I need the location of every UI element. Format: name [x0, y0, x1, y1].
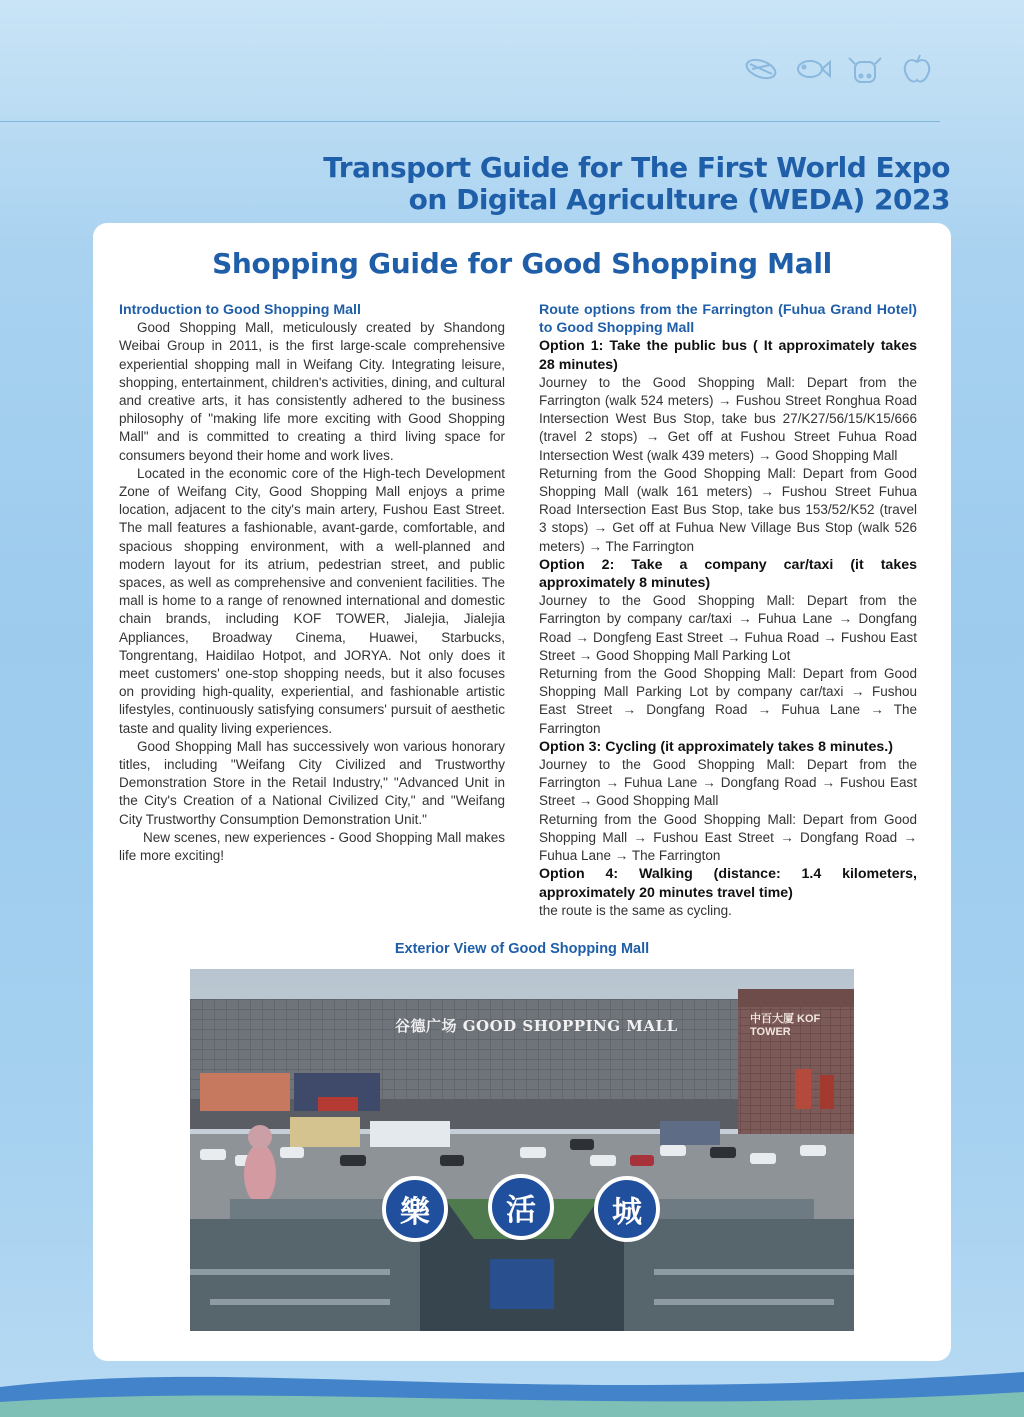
header-divider [0, 121, 940, 122]
intro-heading: Introduction to Good Shopping Mall [119, 302, 361, 318]
intro-paragraph: New scenes, new experiences - Good Shopping Mall makes life more exciting! [119, 829, 505, 864]
route-line: Returning from the Good Shopping Mall: Depart from Good Shopping Mall (walk 161 meters) → Fushou Street Fuhua Road Intersection East Bus Stop, take bus 153/52/K52 (travel 3 stops) → Get off at Fuhua New Village Bus Stop (walk 526 meters) → The Farrington [539, 465, 917, 554]
fish-icon [794, 52, 832, 86]
routes-heading: Route options from the Farrington (Fuhua Grand Hotel) to Good Shopping Mall [539, 302, 917, 337]
route-line: Journey to the Good Shopping Mall: Depart from the Farrington by company car/taxi → Fuhua Lane → Dongfang Road → Dongfeng East Street → Fuhua Road → Fushou East Street → Good Shopping Mall Parking Lot [539, 593, 917, 663]
gate-char: 活 [506, 1193, 536, 1228]
route-line: the route is the same as cycling. [539, 902, 732, 918]
route-line: Returning from the Good Shopping Mall: Depart from Good Shopping Mall → Fushou East Street → Dongfang Road → Fuhua Lane → The Farrington [539, 811, 917, 864]
mall-sign: 谷德广场 GOOD SHOPPING MALL [395, 1017, 678, 1035]
intro-column [119, 301, 505, 865]
theme-icons [742, 52, 936, 86]
option-title: Option 4: Walking (distance: 1.4 kilometers, approximately 20 minutes travel time) [539, 866, 917, 901]
footer-wave [0, 1347, 1024, 1417]
page-title: Shopping Guide for Good Shopping Mall [212, 247, 832, 280]
corn-icon [742, 52, 780, 86]
route-line: Returning from the Good Shopping Mall: Depart from Good Shopping Mall Parking Lot by company car/taxi → Fushou East Street → Dongfang Road → Fuhua Lane → The Farrington [539, 666, 917, 736]
photo-caption: Exterior View of Good Shopping Mall [394, 941, 650, 957]
content-panel [93, 223, 951, 1361]
mall-exterior-photo [190, 969, 854, 1331]
banner-title-line1: Transport Guide for The First World Expo [323, 151, 950, 184]
gate-char: 樂 [400, 1195, 430, 1230]
option-title: Option 2: Take a company car/taxi (it takes approximately 8 minutes) [539, 556, 917, 592]
routes-column [539, 301, 917, 920]
gate-char: 城 [612, 1195, 642, 1230]
route-line: Journey to the Good Shopping Mall: Depart from the Farrington → Fuhua Lane → Dongfang Road → Fushou East Street → Good Shopping Mall [539, 757, 917, 809]
apple-icon [898, 52, 936, 86]
option-title: Option 1: Take the public bus ( It approximately takes 28 minutes) [539, 338, 917, 373]
banner-title-line2: on Digital Agriculture (WEDA) 2023 [408, 183, 950, 216]
route-line: Journey to the Good Shopping Mall: Depart from the Farrington (walk 524 meters) → Fushou Street Ronghua Road Intersection West Bus Stop, take bus 27/K27/56/15/K15/666 (travel 2 stops) → Get off at Fushou Street Fuhua Road Intersection West (walk 439 meters) → Good Shopping Mall [539, 374, 917, 463]
cow-icon [846, 52, 884, 86]
banner-title [323, 152, 950, 216]
intro-paragraph: Located in the economic core of the High-tech Development Zone of Weifang City, Good Shopping Mall enjoys a prime location, adjacent to the city's main artery, Fushou East Street. The mall features a fashionable, avant-garde, comfortable, and spacious shopping environment, with a well-planned and modern layout for its atrium, pedestrian street, and public spaces, as well as comprehensive and convenient facilities. The mall is home to a range of renowned international and domestic chain brands, including KOF TOWER, Jialejia, Jialejia Appliances, Broadway Cinema, Huawei, Starbucks, Tongrentang, Haidilao Hotpot, and JORYA. Not only does it meet customers' one-stop shopping needs, but it also focuses on providing high-quality, experiential, and fashionable artistic lifestyles, continuously satisfying consumers' pursuit of aesthetic taste and quality living experiences. [119, 465, 505, 736]
option-title: Option 3: Cycling (it approximately takes 8 minutes.) [539, 738, 893, 755]
intro-paragraph: Good Shopping Mall, meticulously created by Shandong Weibai Group in 2011, is the first large-scale comprehensive experiential shopping mall in Weifang City. Integrating leisure, shopping, entertainment, children's activities, dining, and cultural and creative arts, it has consistently adhered to the business philosophy of "making life more exciting with Good Shopping Mall" and is committed to creating a third living space for consumers beyond their home and work lives. [119, 320, 505, 463]
intro-paragraph: Good Shopping Mall has successively won various honorary titles, including "Weifang City Civilized and Trustworthy Demonstration Store in the Retail Industry," "Advanced Unit in the City's Creation of a National Civilized City," and "Weifang City Trustworthy Consumption Demonstration Unit." [119, 738, 505, 827]
tower-sign: 中百大厦 KOF TOWER [750, 1013, 821, 1038]
